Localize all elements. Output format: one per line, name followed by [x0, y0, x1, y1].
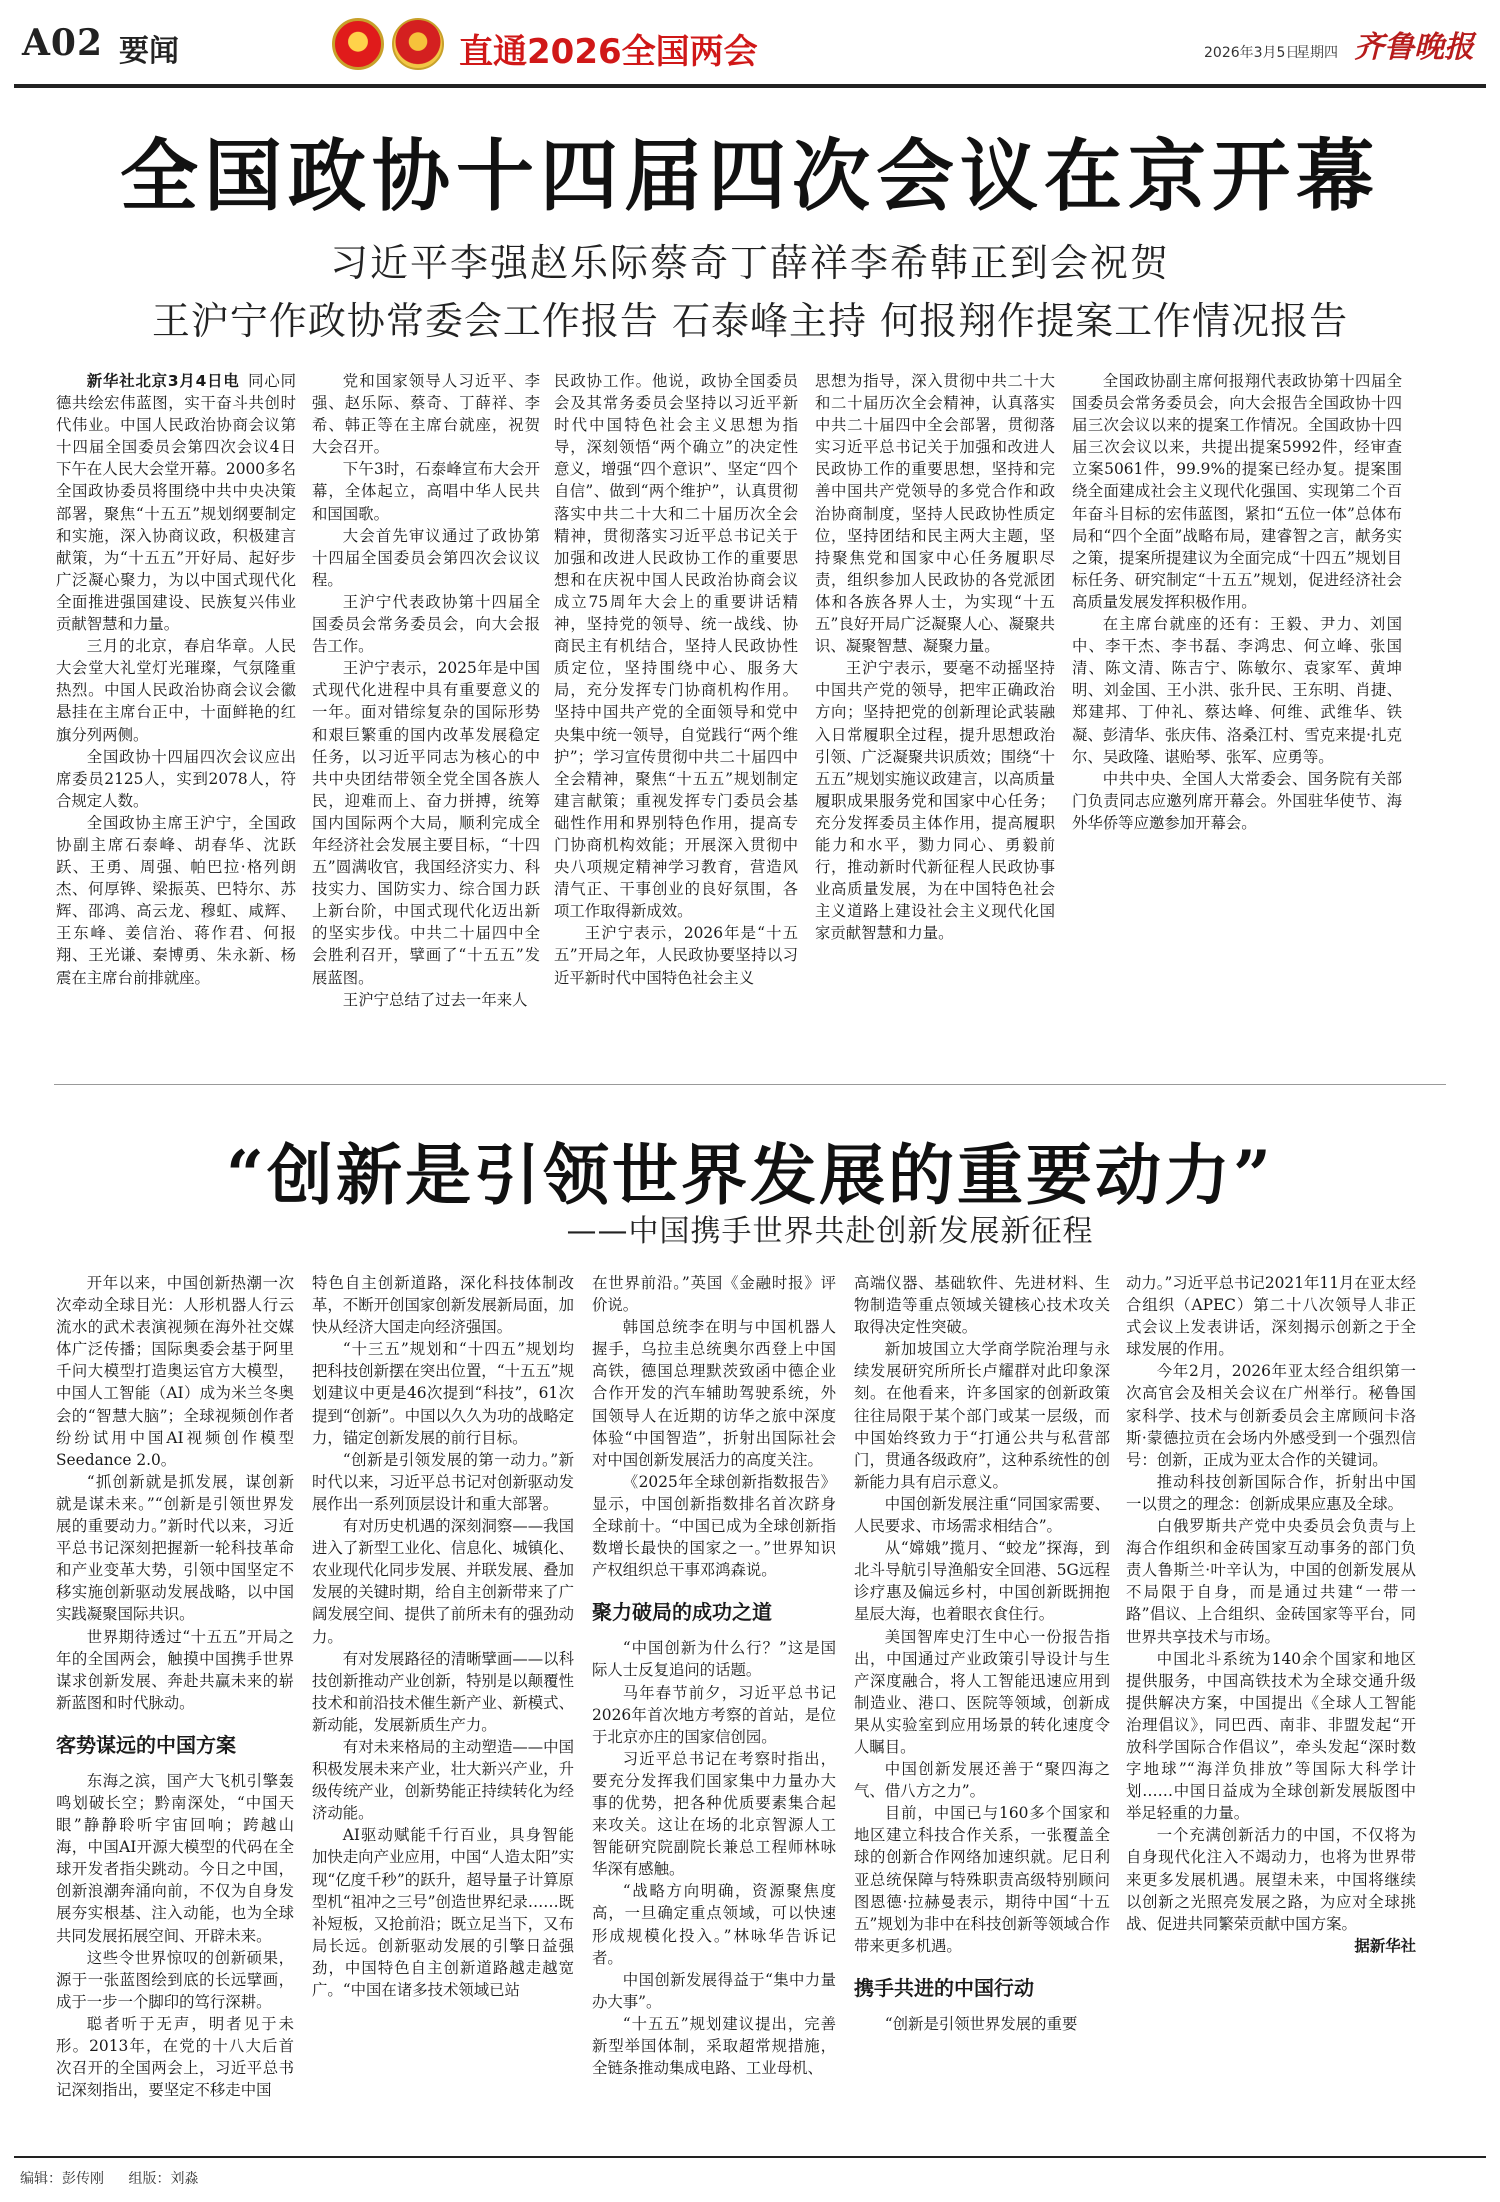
- article2-paragraph: 推动科技创新国际合作，折射出中国一以贯之的理念：创新成果应惠及全球。: [1126, 1472, 1416, 1513]
- article2-paragraph: “中国创新为什么行？”这是国际人士反复追问的话题。: [592, 1639, 836, 1680]
- layout-credit: 组版：刘淼: [128, 2171, 199, 2187]
- article1-paragraph: 大会首先审议通过了政协第十四届全国委员会第四次会议议程。: [312, 526, 540, 589]
- article2-paragraph: “十五五”规划建议提出，完善新型举国体制，采取超常规措施，全链条推动集成电路、工业母机、: [592, 2014, 836, 2078]
- article2-paragraph: “战略方向明确，资源聚焦度高，一旦确定重点领域，可以快速形成规模化投入。”林咏华告诉记者。: [592, 1882, 836, 1967]
- article1-paragraph: 王沪宁表示，要毫不动摇坚持中国共产党的领导，把牢正确政治方向；坚持把党的创新理论武装融入日常履职全过程，提升思想政治引领、广泛凝聚共识质效；围绕“十五五”规划实施议政建言，以高质量履职成果服务党和国家中心任务；充分发挥委员主体作用，提高履职能力和水平，勠力同心、勇毅前行，推动新时代新征程人民政协事业高质量发展，为在中国特色社会主义道路上建设社会主义现代化国家贡献智慧和力量。: [815, 659, 1055, 943]
- cppcc-emblem-icon: [392, 18, 444, 70]
- article2-subhead-3: 携手共进的中国行动: [854, 1975, 1034, 2000]
- footer-rule: [14, 2156, 1486, 2158]
- article1-paragraph: 中共中央、全国人大常委会、国务院有关部门负责同志应邀列席开幕会。外国驻华使节、海外华侨等应邀参加开幕会。: [1072, 769, 1402, 832]
- issue-date: 2026年3月5日: [1204, 45, 1300, 61]
- article2-paragraph: 东海之滨，国产大飞机引擎轰鸣划破长空；黔南深处，“中国天眼”静静聆听宇宙回响；跨越山海，中国AI开源大模型的代码在全球开发者指尖跳动。今日之中国，创新浪潮奔涌向前，不仅为自身发展夯实根基、注入动能，也为全球共同发展拓展空间、开辟未来。: [56, 1771, 294, 1945]
- article1-paragraph: 王沪宁总结了过去一年来人: [342, 990, 528, 1009]
- article1-paragraph: 王沪宁表示，2026年是“十五五”开局之年，人民政协要坚持以习近平新时代中国特色社会主义: [554, 924, 798, 987]
- article2-subhead-2: 聚力破局的成功之道: [592, 1600, 772, 1625]
- article1-paragraph: 全国政协主席王沪宁，全国政协副主席石泰峰、胡春华、沈跃跃、王勇、周强、帕巴拉·格列朗杰、何厚铧、梁振英、巴特尔、苏辉、邵鸿、高云龙、穆虹、咸辉、王东峰、姜信治、蒋作君、何报翔、王光谦、秦博勇、朱永新、杨震在主席台前排就座。: [56, 813, 296, 987]
- article2-paragraph: 动力。”习近平总书记2021年11月在亚太经合组织（APEC）第二十八次领导人非正式会议上发表讲话，深刻揭示创新之于全球发展的作用。: [1126, 1274, 1416, 1359]
- special-column-title: 直通2026全国两会: [459, 32, 758, 72]
- article1-paragraph: 全国政协副主席何报翔代表政协第十四届全国委员会常务委员会，向大会报告全国政协十四届三次会议以来的提案工作情况。全国政协十四届三次会议以来，共提出提案5992件，经审查立案5061件，99.9%的提案已经办复。提案围绕全面建成社会主义现代化强国、实现第二个百年奋斗目标的宏伟蓝图，紧扣“五位一体”总体布局和“四个全面”战略布局，建睿智之言，献务实之策，提案所提建议为全面完成“十四五”规划目标任务、研究制定“十五五”规划，促进经济社会高质量发展发挥积极作用。: [1072, 372, 1402, 611]
- article1-column-4: [815, 370, 1055, 1070]
- article2-paragraph: 马年春节前夕，习近平总书记2026年首次地方考察的首站，是位于北京亦庄的国家信创园。: [592, 1683, 836, 1746]
- article2-paragraph: 开年以来，中国创新热潮一次次牵动全球目光：人形机器人行云流水的武术表演视频在海外社交媒体广泛传播；国际奥委会基于阿里千问大模型打造奥运官方大模型，中国人工智能（AI）成为米兰冬奥会的“智慧大脑”；全球视频创作者纷纷试用中国AI视频创作模型Seedance 2.0。: [56, 1274, 294, 1469]
- article1-paragraph: 三月的北京，春启华章。人民大会堂大礼堂灯光璀璨，气氛隆重热烈。中国人民政治协商会议会徽悬挂在主席台正中，十面鲜艳的红旗分列两侧。: [56, 637, 296, 744]
- section-name: 要闻: [119, 34, 179, 69]
- article2-column-5: [1126, 1272, 1416, 2012]
- newspaper-logo: 齐鲁晚报: [1354, 30, 1474, 65]
- article2-paragraph: 聪者听于无声，明者见于未形。2013年，在党的十八大后首次召开的全国两会上，习近平总书记深刻指出，要坚定不移走中国: [56, 2014, 294, 2100]
- article2-paragraph: 中国创新发展得益于“集中力量办大事”。: [592, 1970, 836, 2011]
- section-divider: [54, 1084, 1446, 1085]
- article2-paragraph: 今年2月，2026年亚太经合组织第一次高官会及相关会议在广州举行。秘鲁国家科学、技术与创新委员会主席顾问卡洛斯·蒙德拉贡在会场内外感受到一个强烈信号：创新，正成为亚太合作的关键词。: [1126, 1362, 1416, 1469]
- article1-paragraph: 新华社北京3月4日电 同心同德共绘宏伟蓝图，实干奋斗共创时代伟业。中国人民政治协商会议第十四届全国委员会第四次会议4日下午在人民大会堂开幕。2000多名全国政协委员将围绕中共中央决策部署，聚焦“十五五”规划纲要制定和实施，深入协商议政，积极建言献策，为“十五五”开好局、起好步广泛凝心聚力，为以中国式现代化全面推进强国建设、民族复兴伟业贡献智慧和力量。: [56, 372, 296, 634]
- article2-paragraph: 习近平总书记在考察时指出，要充分发挥我们国家集中力量办大事的优势，把各种优质要素集合起来攻关。这让在场的北京智源人工智能研究院副院长兼总工程师林咏华深有感触。: [592, 1749, 836, 1879]
- article1-subheadline-1: 习近平李强赵乐际蔡奇丁薛祥李希韩正到会祝贺: [329, 241, 1170, 285]
- article2-paragraph: 《2025年全球创新指数报告》显示，中国创新指数排名首次跻身全球前十。“中国已成为全球创新指数增长最快的国家之一。”世界知识产权组织总干事邓鸿森说。: [592, 1472, 836, 1580]
- article2-paragraph: 白俄罗斯共产党中央委员会负责与上海合作组织和金砖国家互动事务的部门负责人鲁斯兰·叶辛认为，中国的创新发展从不局限于自身，而是通过共建“一带一路”倡议、上合组织、金砖国家等平台，同世界共享技术与市场。: [1126, 1517, 1416, 1646]
- national-emblem-icon: [332, 18, 384, 70]
- article2-paragraph: 从“嫦娥”揽月、“蛟龙”探海，到北斗导航引导渔船安全回港、5G远程诊疗惠及偏远乡村，中国创新既拥抱星辰大海，也着眼衣食住行。: [854, 1539, 1110, 1624]
- article2-paragraph: AI驱动赋能千行百业，具身智能加快走向产业应用，中国“人造太阳”实现“亿度千秒”的跃升，超导量子计算原型机“祖冲之三号”创造世界纪录……既补短板，又抢前沿；既立足当下，又布局长远。创新驱动发展的引擎日益强劲，中国特色自主创新道路越走越宽广。“中国在诸多技术领域已站: [312, 1826, 574, 1999]
- page-footer: [20, 2168, 218, 2188]
- article1-column-2: [312, 370, 540, 1070]
- article2-credit: 据新华社: [1354, 1936, 1416, 1955]
- article2-paragraph: 有对发展路径的清晰擘画——以科技创新推动产业创新，特别是以颠覆性技术和前沿技术催生新产业、新模式、新动能，发展新质生产力。: [312, 1649, 574, 1734]
- article1-subheadline-2: 王沪宁作政协常委会工作报告 石泰峰主持 何报翔作提案工作情况报告: [151, 299, 1349, 343]
- issue-weekday: 星期四: [1296, 45, 1338, 61]
- article2-paragraph: 目前，中国已与160多个国家和地区建立科技合作关系，一张覆盖全球的创新合作网络加速织就。尼日利亚总统保障与特殊职责高级特别顾问图恩德·拉赫曼表示，期待中国“十五五”规划为非中在科技创新等领域合作带来更多机遇。: [854, 1804, 1110, 1955]
- article2-paragraph: 世界期待透过“十五五”开局之年的全国两会，触摸中国携手世界谋求创新发展、奔赴共赢未来的崭新蓝图和时代脉动。: [56, 1627, 294, 1712]
- article2-column-2: [312, 1272, 574, 2012]
- article1-paragraph: 全国政协十四届四次会议应出席委员2125人，实到2078人，符合规定人数。: [56, 747, 296, 810]
- article2-paragraph: 中国创新发展还善于“聚四海之气、借八方之力”。: [854, 1760, 1110, 1801]
- article2-subheadline: ——中国携手世界共赴创新发展新征程: [566, 1214, 1094, 1249]
- article1-column-5: [1072, 370, 1402, 1070]
- article1-paragraph: 民政协工作。他说，政协全国委员会及其常务委员会坚持以习近平新时代中国特色社会主义思想为指导，深刻领悟“两个确立”的决定性意义，增强“四个意识”、坚定“四个自信”、做到“两个维护”，认真贯彻落实中共二十大和二十届历次全会精神，贯彻落实习近平总书记关于加强和改进人民政协工作的重要思想和在庆祝中国人民政治协商会议成立75周年大会上的重要讲话精神，坚持党的领导、统一战线、协商民主有机结合，坚持人民政协性质定位，坚持围绕中心、服务大局，充分发挥专门协商机构作用。坚持中国共产党的全面领导和党中央集中统一领导，自觉践行“两个维护”；学习宣传贯彻中共二十届四中全会精神，聚焦“十五五”规划制定建言献策；重视发挥专门委员会基础性作用和界别特色作用，提高专门协商机构效能；开展深入贯彻中央八项规定精神学习教育，营造风清气正、干事创业的良好氛围，各项工作取得新成效。: [554, 372, 798, 921]
- header-rule: [14, 84, 1486, 88]
- editor-credit: 编辑：彭传刚: [20, 2171, 104, 2187]
- article2-column-4: [854, 1272, 1110, 2033]
- dateline: 新华社北京3月4日电: [86, 372, 240, 390]
- article2-paragraph: “创新是引领世界发展的重要: [884, 2014, 1078, 2033]
- article2-paragraph: “抓创新就是抓发展，谋创新就是谋未来。”“创新是引领世界发展的重要动力。”新时代以来，习近平总书记深刻把握新一轮科技革命和产业变革大势，引领中国坚定不移实施创新驱动发展战略，以中国实践凝聚国际共识。: [56, 1472, 294, 1624]
- article1-paragraph: 王沪宁表示，2025年是中国式现代化进程中具有重要意义的一年。面对错综复杂的国际形势和艰巨繁重的国内改革发展稳定任务，以习近平同志为核心的中共中央团结带领全党全国各族人民，迎难而上、奋力拼搏，统筹国内国际两个大局，顺利完成全年经济社会发展主要目标，“十四五”圆满收官，我国经济实力、科技实力、国防实力、综合国力跃上新台阶，中国式现代化迈出新的坚实步伐。中共二十届四中全会胜利召开，擘画了“十五五”发展蓝图。: [312, 659, 540, 987]
- page-number: A02: [22, 22, 104, 64]
- article2-paragraph: 特色自主创新道路，深化科技体制改革，不断开创国家创新发展新局面，加快从经济大国走向经济强国。: [312, 1274, 574, 1337]
- article2-paragraph: 一个充满创新活力的中国，不仅将为自身现代化注入不竭动力，也将为世界带来更多发展机遇。展望未来，中国将继续以创新之光照亮发展之路，为应对全球挑战、促进共同繁荣贡献中国方案。: [1126, 1826, 1416, 1933]
- article2-paragraph: “创新是引领发展的第一动力。”新时代以来，习近平总书记对创新驱动发展作出一系列顶层设计和重大部署。: [312, 1450, 574, 1513]
- article2-paragraph: 新加坡国立大学商学院治理与永续发展研究所所长卢耀群对此印象深刻。在他看来，许多国家的创新政策往往局限于某个部门或某一层级，而中国始终致力于“打通公共与私营部门，贯通各级政府”，这种系统性的创新能力具有启示意义。: [854, 1340, 1110, 1491]
- article2-paragraph: 美国智库史汀生中心一份报告指出，中国通过产业政策引导设计与生产深度融合，将人工智能迅速应用到制造业、港口、医院等领域，创新成果从实验室到应用场景的转化速度令人瞩目。: [854, 1627, 1110, 1756]
- article2-paragraph: 这些令世界惊叹的创新硕果，源于一张蓝图绘到底的长远擘画，成于一步一个脚印的笃行深耕。: [56, 1948, 294, 2011]
- article1-column-1: [56, 370, 296, 1070]
- article2-subhead-1: 客势谋远的中国方案: [56, 1732, 236, 1757]
- article1-paragraph: 思想为指导，深入贯彻中共二十大和二十届历次全会精神，认真落实中共二十届四中全会部署，贯彻落实习近平总书记关于加强和改进人民政协工作的重要思想，坚持和完善中国共产党领导的多党合作和政治协商制度，坚持人民政协性质定位，坚持团结和民主两大主题，坚持聚焦党和国家中心任务履职尽责，组织参加人民政协的各党派团体和各族各界人士，为实现“十五五”良好开局广泛凝聚人心、凝聚共识、凝聚智慧、凝聚力量。: [815, 372, 1055, 656]
- article2-paragraph: 有对未来格局的主动塑造——中国积极发展未来产业，壮大新兴产业，升级传统产业，创新势能正持续转化为经济动能。: [312, 1737, 574, 1823]
- article2-paragraph: 中国创新发展注重“同国家需要、人民要求、市场需求相结合”。: [854, 1494, 1110, 1536]
- article2-headline: “创新是引领世界发展的重要动力”: [226, 1136, 1274, 1214]
- article2-column-3: [592, 1272, 836, 2078]
- article2-column-1: [56, 1272, 294, 2100]
- article1-paragraph: 下午3时，石泰峰宣布大会开幕，全体起立，高唱中华人民共和国国歌。: [312, 460, 540, 523]
- article2-paragraph: 在世界前沿。”英国《金融时报》评价说。: [592, 1274, 836, 1315]
- page-header: [14, 8, 1486, 86]
- article2-paragraph: 有对历史机遇的深刻洞察——我国进入了新型工业化、信息化、城镇化、农业现代化同步发展、并联发展、叠加发展的关键时期，给自主创新带来了广阔发展空间、提供了前所未有的强劲动力。: [312, 1517, 574, 1646]
- article2-paragraph: 韩国总统李在明与中国机器人握手，乌拉圭总统奥尔西登上中国高铁，德国总理默茨致函中德企业合作开发的汽车辅助驾驶系统，外国领导人在近期的访华之旅中深度体验“中国智造”，折射出国际社会对中国创新发展活力的高度关注。: [592, 1318, 836, 1469]
- article2-paragraph: 中国北斗系统为140余个国家和地区提供服务，中国高铁技术为全球交通升级提供解决方案，中国提出《全球人工智能治理倡议》，同巴西、南非、非盟发起“开放科学国际合作倡议”，牵头发起“深时数字地球”“海洋负排放”等国际大科学计划……中国日益成为全球创新发展版图中举足轻重的力量。: [1126, 1649, 1416, 1823]
- article1-paragraph: 在主席台就座的还有：王毅、尹力、刘国中、李干杰、李书磊、李鸿忠、何立峰、张国清、陈文清、陈吉宁、陈敏尔、袁家军、黄坤明、刘金国、王小洪、张升民、王东明、肖捷、郑建邦、丁仲礼、蔡达峰、何维、武维华、铁凝、彭清华、张庆伟、洛桑江村、雪克来提·扎克尔、吴政隆、谌贻琴、张军、应勇等。: [1072, 615, 1402, 766]
- article2-paragraph: “十三五”规划和“十四五”规划均把科技创新摆在突出位置，“十五五”规划建议中更是46次提到“科技”，61次提到“创新”。中国以久久为功的战略定力，锚定创新发展的前行目标。: [312, 1340, 574, 1447]
- article2-paragraph: 高端仪器、基础软件、先进材料、生物制造等重点领域关键核心技术攻关取得决定性突破。: [854, 1274, 1110, 1337]
- article1-headline: 全国政协十四届四次会议在京开幕: [119, 132, 1380, 222]
- article1-paragraph: 王沪宁代表政协第十四届全国委员会常务委员会，向大会报告工作。: [312, 592, 540, 656]
- article1-column-3: [554, 370, 798, 1070]
- article1-paragraph: 党和国家领导人习近平、李强、赵乐际、蔡奇、丁薛祥、李希、韩正等在主席台就座，祝贺大会召开。: [312, 372, 540, 457]
